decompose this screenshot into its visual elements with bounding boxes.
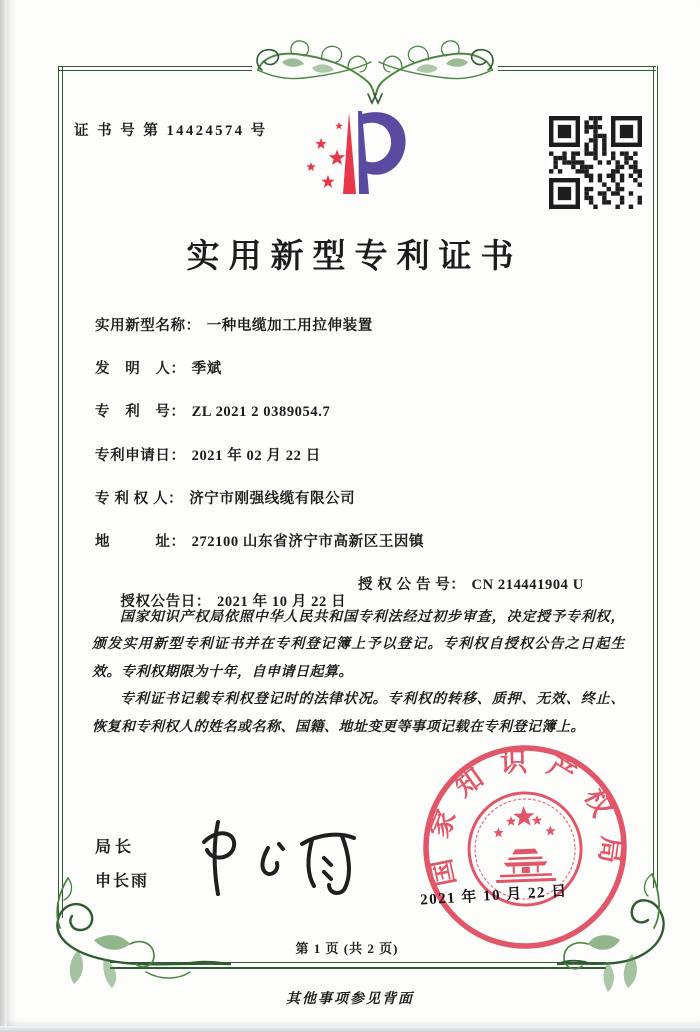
page-number: 第 1 页 (共 2 页): [295, 941, 399, 956]
field-label: 实用新型名称：: [95, 318, 201, 334]
certificate-number: 证 书 号 第 14424574 号: [74, 123, 268, 139]
director-name: 申长雨: [95, 873, 150, 890]
field-row: [95, 444, 640, 487]
field-label: 专 利 号：: [95, 404, 186, 421]
legal-text: [92, 604, 625, 741]
grant-date-label: 授权公告日：: [120, 594, 211, 611]
certificate-title: 实用新型专利证书: [186, 239, 523, 275]
field-row: [95, 314, 640, 357]
field-value: 济宁市刚强线缆有限公司: [189, 490, 356, 507]
director-title: 局长: [95, 839, 136, 856]
field-value: 2021 年 02 月 22 日: [191, 447, 321, 464]
field-label: 地 址：: [95, 533, 186, 550]
seal-date: 2021 年 10 月 22 日: [419, 883, 569, 909]
field-row: [95, 357, 640, 400]
field-row: [95, 530, 640, 573]
field-row: [95, 400, 640, 443]
field-value: 一种电缆加工用拉伸装置: [206, 318, 373, 334]
grant-date-value: 2021 年 10 月 22 日: [216, 594, 347, 611]
cnipa-logo-icon: [291, 104, 421, 218]
field-value: 272100 山东省济宁市高新区王因镇: [191, 533, 425, 550]
back-note: 其他事项参见背面: [286, 992, 414, 1007]
field-label: 专 利 权 人：: [95, 490, 184, 507]
legal-paragraph: 专利证书记载专利权登记时的法律状况。专利权的转移、质押、无效、终止、恢复和专利权人的姓名或名称、国籍、地址变更等事项记载在专利登记簿上。: [92, 692, 625, 735]
field-row: [95, 487, 640, 530]
field-label: 发 明 人：: [95, 361, 186, 378]
field-list: [95, 314, 640, 616]
top-ornament-flourish: [252, 34, 498, 108]
legal-paragraph: 国家知识产权局依照中华人民共和国专利法经过初步审查，决定授予专利权，颁发实用新型专利证书并在专利登记簿上予以登记。专利权自授权公告之日起生效。专利权期限为十年，自申请日起算。: [92, 610, 625, 680]
grant-no-label: 授 权 公 告 号：: [358, 577, 466, 594]
official-seal: [410, 732, 640, 962]
field-value: 季斌: [191, 361, 222, 378]
seal-text: 国家知识产权局: [422, 746, 628, 889]
field-value: ZL 2021 2 0389054.7: [191, 404, 331, 421]
director-signature: [188, 812, 388, 904]
field-label: 专利申请日：: [95, 447, 186, 464]
qr-code: [549, 116, 642, 209]
frame-border-right: [653, 66, 658, 888]
grant-no-value: CN 214441904 U: [471, 577, 584, 594]
frame-border-left: [58, 66, 63, 918]
